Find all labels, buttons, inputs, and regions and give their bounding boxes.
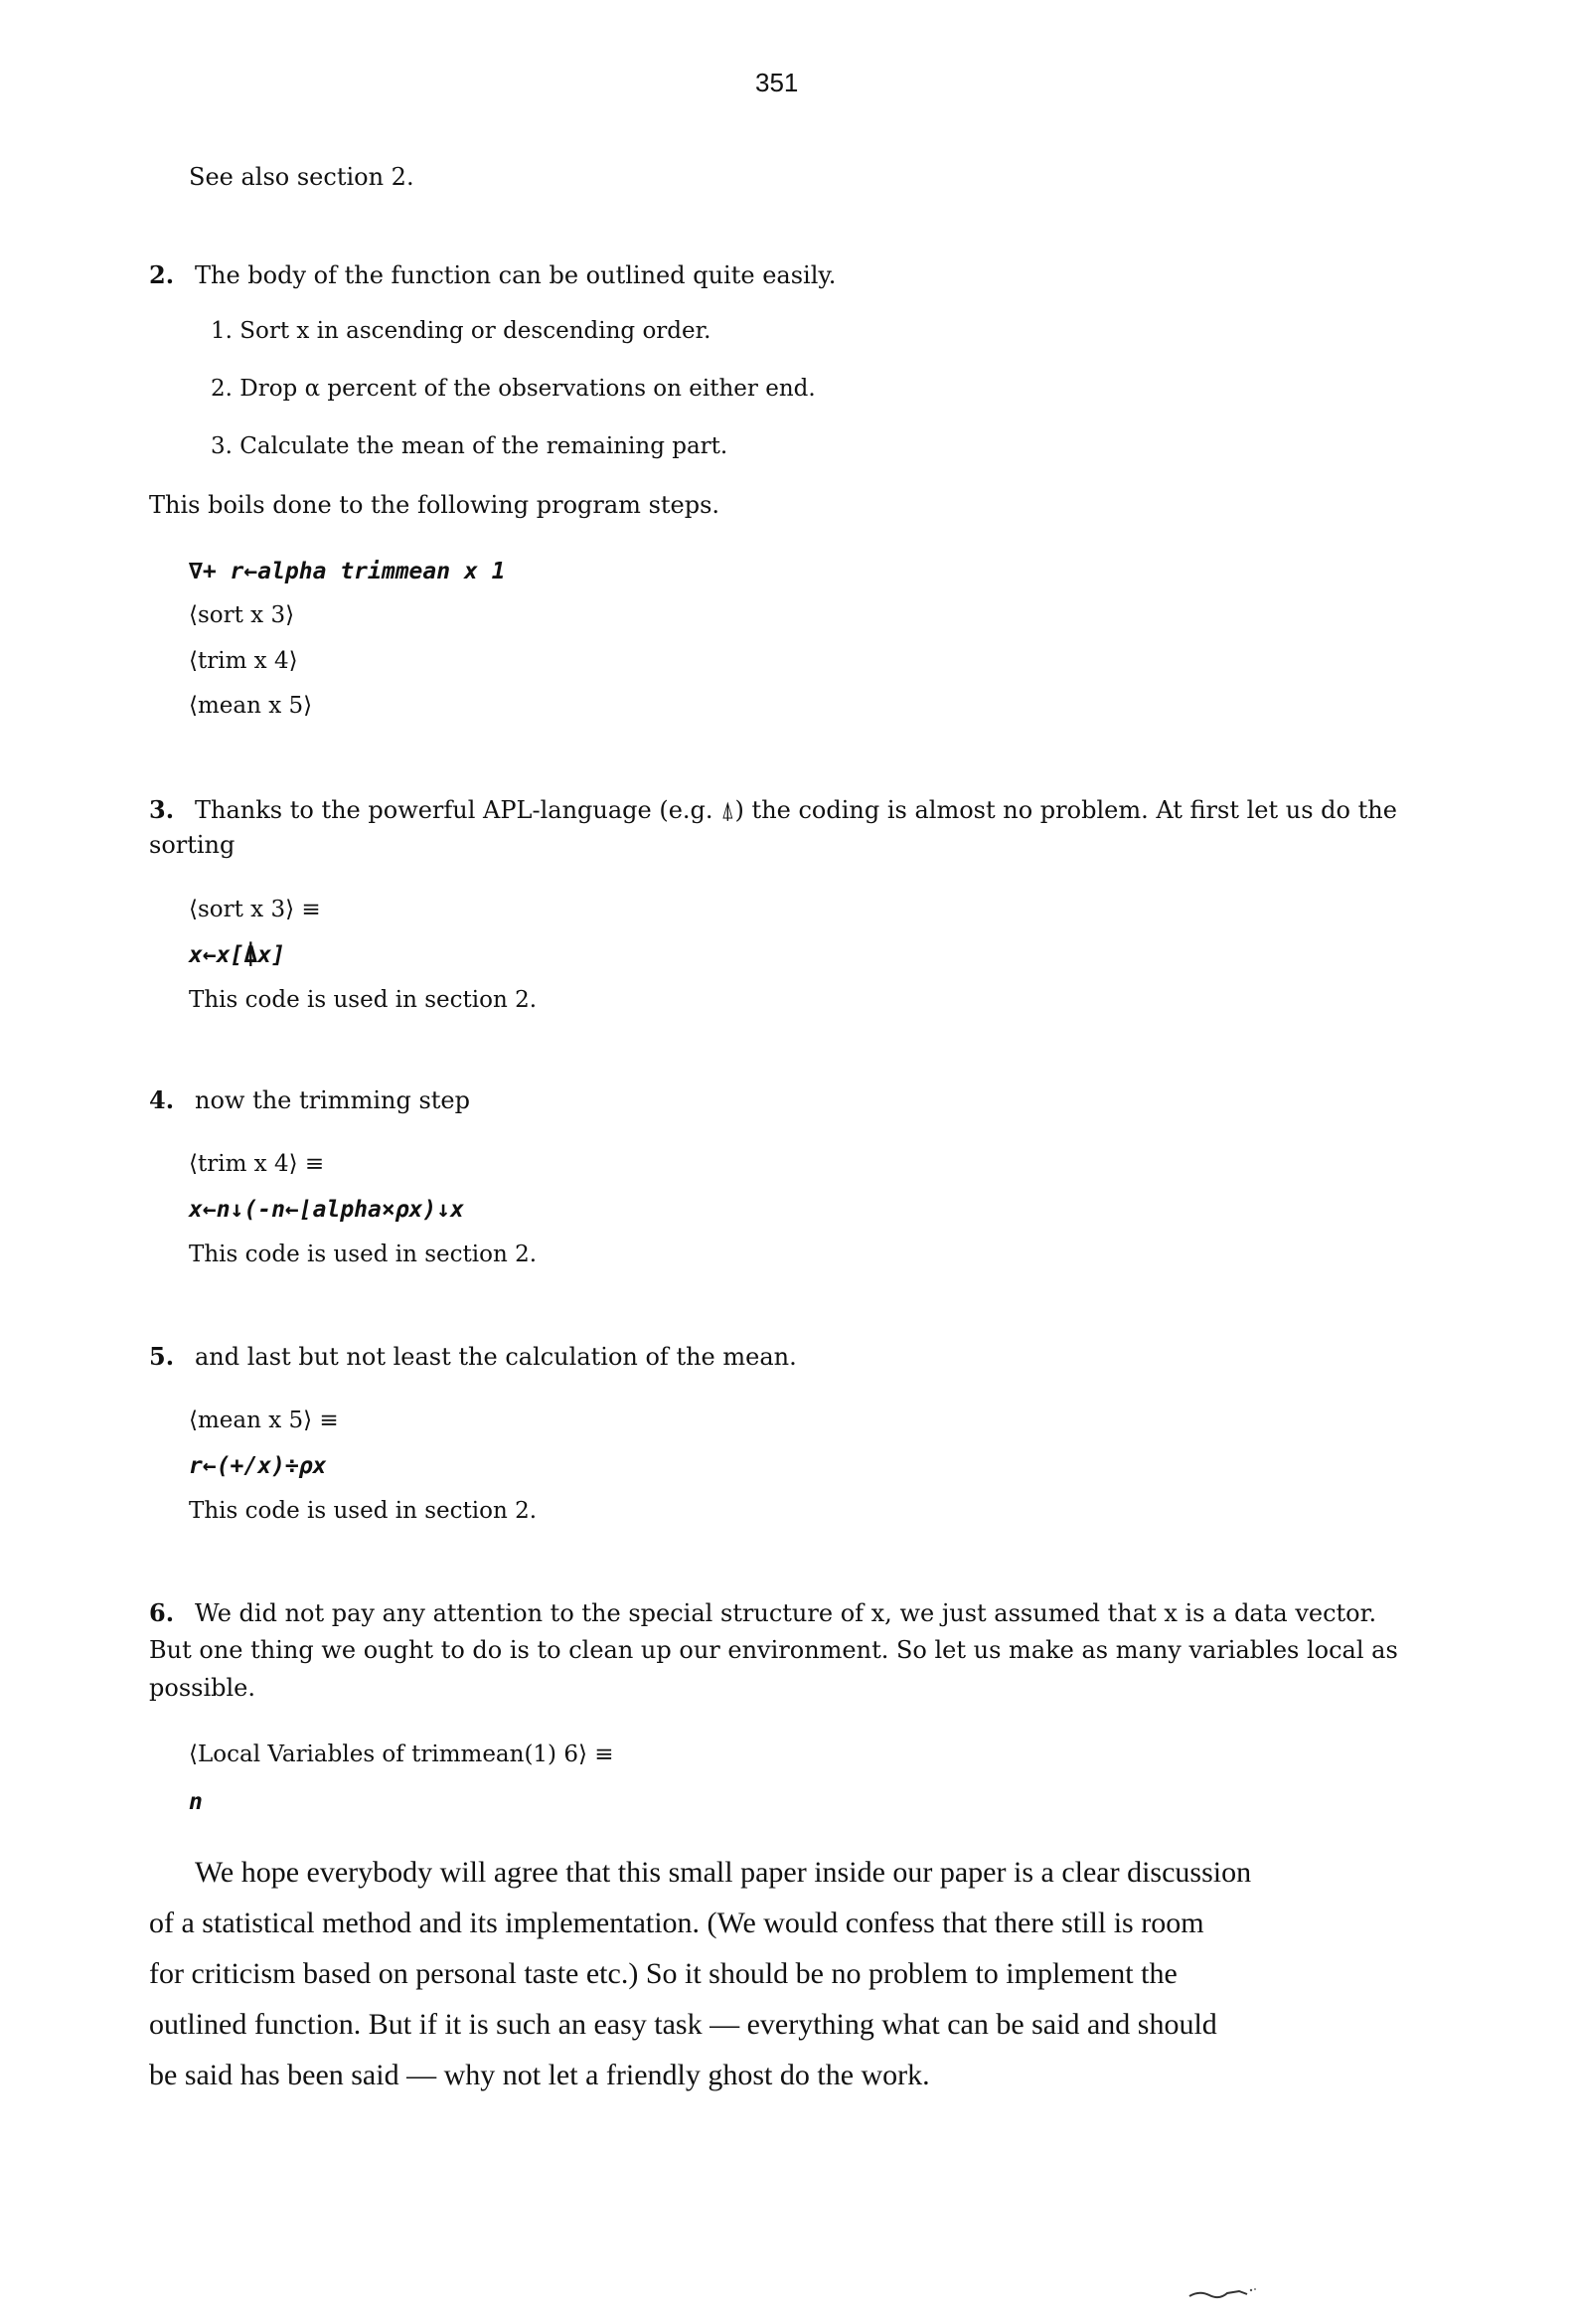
section-6-line2: But one thing we ought to do is to clean up our environment. So let us make as many variables local as [149, 1636, 1398, 1664]
module-local-variables: ⟨Local Variables of trimmean(1) 6⟩ ≡ [189, 1742, 614, 1767]
module-sort: ⟨sort x 3⟩ ≡ [189, 897, 321, 922]
section-2-number: 2. [149, 260, 175, 289]
module-trim: ⟨trim x 4⟩ ≡ [189, 1151, 325, 1177]
section-6-number: 6. [149, 1598, 175, 1627]
step-2: 2. Drop α percent of the observations on either end. [211, 376, 816, 402]
ref-trim: ⟨trim x 4⟩ [189, 648, 298, 674]
closing-line-5: be said has been said — why not let a friendly ghost do the work. [149, 2059, 930, 2091]
function-header: ∇+ r←alpha trimmean x 1 [189, 559, 506, 584]
section-3-heading [149, 795, 1397, 824]
code-mean: r←(+/x)÷ρx [189, 1453, 327, 1479]
closing-line-1: We hope everybody will agree that this small paper inside our paper is a clear discussion [195, 1856, 1252, 1889]
section-3-text-cont: sorting [149, 831, 236, 859]
section-4-text: now the trimming step [195, 1086, 470, 1114]
ref-mean: ⟨mean x 5⟩ [189, 693, 313, 719]
ref-sort: ⟨sort x 3⟩ [189, 602, 295, 628]
section-2-summary: This boils done to the following program steps. [149, 491, 720, 519]
section-5-number: 5. [149, 1342, 175, 1371]
see-also-note: See also section 2. [189, 163, 414, 191]
section-3-text: Thanks to the powerful APL-language (e.g. ⍋) the coding is almost no problem. At first let us do the [195, 796, 1397, 824]
section-3-number: 3. [149, 795, 175, 824]
section-4-heading [149, 1085, 470, 1114]
section-2-heading [149, 260, 836, 289]
scan-smudge [1187, 2286, 1257, 2300]
section-6-heading [149, 1598, 1376, 1627]
page-number: 351 [755, 68, 799, 97]
closing-paragraph [149, 1847, 1421, 2100]
section-2-text: The body of the function can be outlined quite easily. [195, 261, 837, 289]
section-5-heading [149, 1342, 797, 1371]
usage-note-sort: This code is used in section 2. [189, 987, 538, 1013]
code-trim: x←n↓(-n←⌊alpha×ρx)↓x [189, 1197, 464, 1223]
section-4-number: 4. [149, 1085, 175, 1114]
section-6-line3: possible. [149, 1674, 255, 1702]
section-6-line1: We did not pay any attention to the special structure of x, we just assumed that x is a data vector. [195, 1599, 1377, 1627]
code-sort: x←x[⍋x] [189, 942, 285, 968]
usage-note-mean: This code is used in section 2. [189, 1498, 538, 1524]
module-mean: ⟨mean x 5⟩ ≡ [189, 1408, 339, 1433]
step-1: 1. Sort x in ascending or descending order. [211, 318, 711, 344]
closing-line-4: outlined function. But if it is such an easy task — everything what can be said and should [149, 2008, 1217, 2041]
section-5-text: and last but not least the calculation of the mean. [195, 1343, 797, 1371]
step-3: 3. Calculate the mean of the remaining part. [211, 433, 728, 459]
usage-note-trim: This code is used in section 2. [189, 1242, 538, 1267]
closing-line-2: of a statistical method and its implementation. (We would confess that there still is room [149, 1907, 1204, 1939]
code-local-variables: n [189, 1789, 203, 1815]
closing-line-3: for criticism based on personal taste etc.) So it should be no problem to implement the [149, 1957, 1178, 1990]
